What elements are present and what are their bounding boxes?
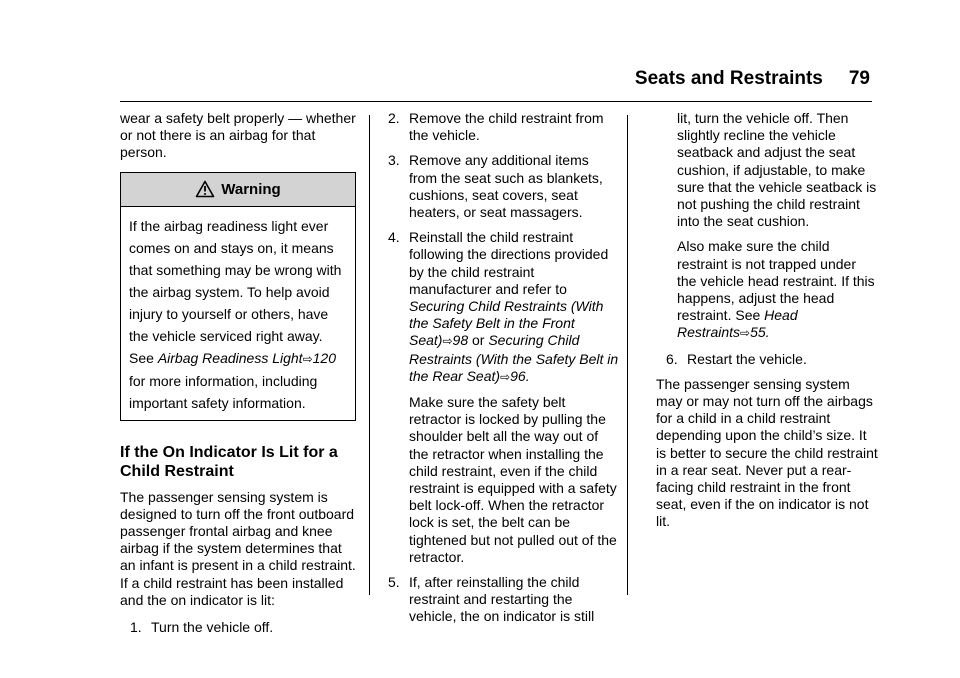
list-text: If, after reinstalling the child restraint and restarting the vehicle, the on indicator is still bbox=[409, 574, 595, 625]
page-ref[interactable]: 120 bbox=[312, 349, 336, 366]
page-ref[interactable]: 55. bbox=[750, 324, 770, 341]
intro-text: wear a safety belt properly — whether or not there is an airbag for that person. bbox=[120, 110, 356, 161]
warning-text: If the airbag readiness light ever comes on and stays on, it means that something may be wrong with the airbag system. To help avoid injury to yourself or others, have the vehicle serviced right away. See bbox=[129, 217, 342, 366]
warning-title: Warning bbox=[221, 180, 281, 198]
column-2 bbox=[388, 110, 620, 634]
list-text: Remove the child restraint from the vehicle. bbox=[409, 110, 604, 144]
rear-seat-link[interactable]: Securing Child Restraints (With the Safety Belt in the Rear Seat) bbox=[409, 332, 619, 384]
list-number: 1. bbox=[130, 619, 142, 636]
warning-body bbox=[121, 207, 355, 420]
warning-header bbox=[121, 173, 355, 207]
list-text: Remove any additional items from the seat such as blankets, cushions, seat covers, seat heaters, or seat massagers. bbox=[409, 152, 603, 221]
column-divider bbox=[369, 115, 370, 595]
page-ref-arrow-icon: ⇨ bbox=[442, 334, 453, 349]
list-item bbox=[388, 574, 620, 626]
section-title: Seats and Restraints bbox=[634, 68, 823, 89]
list-number: 2. bbox=[388, 110, 400, 126]
sub-paragraph: Make sure the safety belt retractor is locked by pulling the shoulder belt all the way out of the retractor when installing the child restraint, even if the child restraint is equipped with a safety belt lock-off. When the retractor lock is set, the belt can be tightened but not pulled out of the retractor. bbox=[409, 394, 617, 565]
page-ref[interactable]: 98 bbox=[452, 332, 469, 349]
list-text: Turn the vehicle off. bbox=[151, 619, 274, 636]
list-text-part: or bbox=[468, 332, 489, 349]
head-restraints-link[interactable]: Head Restraints bbox=[677, 307, 798, 341]
list-number: 3. bbox=[388, 152, 400, 169]
airbag-readiness-link[interactable]: Airbag Readiness Light bbox=[157, 349, 303, 366]
list-number: 6. bbox=[666, 350, 678, 367]
warning-triangle-icon bbox=[195, 180, 215, 198]
front-seat-link[interactable]: Securing Child Restraints (With the Safety Belt in the Front Seat) bbox=[409, 298, 604, 349]
list-item bbox=[388, 110, 620, 144]
list-item bbox=[130, 619, 356, 636]
list-number: 5. bbox=[388, 574, 400, 591]
page-ref-arrow-icon: ⇨ bbox=[740, 326, 751, 341]
sub-paragraph bbox=[677, 238, 878, 342]
body-paragraph: The passenger sensing system is designed to turn off the front outboard passenger frontal airbag and knee airbag if the system determines that an infant is present in a child restraint. If a child restraint has been installed and the on indicator is lit: bbox=[120, 488, 356, 608]
page-number: 79 bbox=[848, 68, 870, 89]
list-text-part: Reinstall the child restraint following the directions provided by the child restraint manufacturer and refer to bbox=[409, 229, 609, 297]
column-1 bbox=[120, 110, 356, 644]
column-3 bbox=[656, 110, 878, 541]
page-ref-arrow-icon: ⇨ bbox=[302, 351, 313, 366]
continued-text: lit, turn the vehicle off. Then slightly recline the vehicle seatback and adjust the seat cushion, if adjustable, to make sure that the vehicle seatback is not pushing the child restraint into the seat cushion. bbox=[677, 110, 877, 230]
sub-text: Also make sure the child restraint is not trapped under the vehicle head restraint. If this happens, adjust the head restraint. See bbox=[677, 238, 875, 324]
list-text: Restart the vehicle. bbox=[687, 350, 807, 367]
list-item bbox=[388, 152, 620, 221]
list-number: 4. bbox=[388, 229, 400, 246]
list-text bbox=[409, 229, 620, 386]
list-item bbox=[666, 351, 878, 368]
column-divider bbox=[627, 115, 628, 595]
closing-paragraph: The passenger sensing system may or may not turn off the airbags for a child in a child restraint depending upon the child’s size. It is better to secure the child restraint in a rear seat. Never put a rear-facing child restraint in the front seat, even if the on indicator is not lit. bbox=[656, 375, 878, 530]
list-item bbox=[388, 229, 620, 386]
page-header bbox=[635, 68, 870, 90]
warning-box bbox=[120, 172, 356, 421]
header-rule bbox=[120, 101, 872, 102]
page-ref[interactable]: 96. bbox=[510, 367, 530, 384]
section-heading: If the On Indicator Is Lit for a Child Restraint bbox=[120, 443, 338, 480]
warning-text-end: for more information, including important safety information. bbox=[129, 372, 318, 411]
page-ref-arrow-icon: ⇨ bbox=[500, 369, 511, 384]
